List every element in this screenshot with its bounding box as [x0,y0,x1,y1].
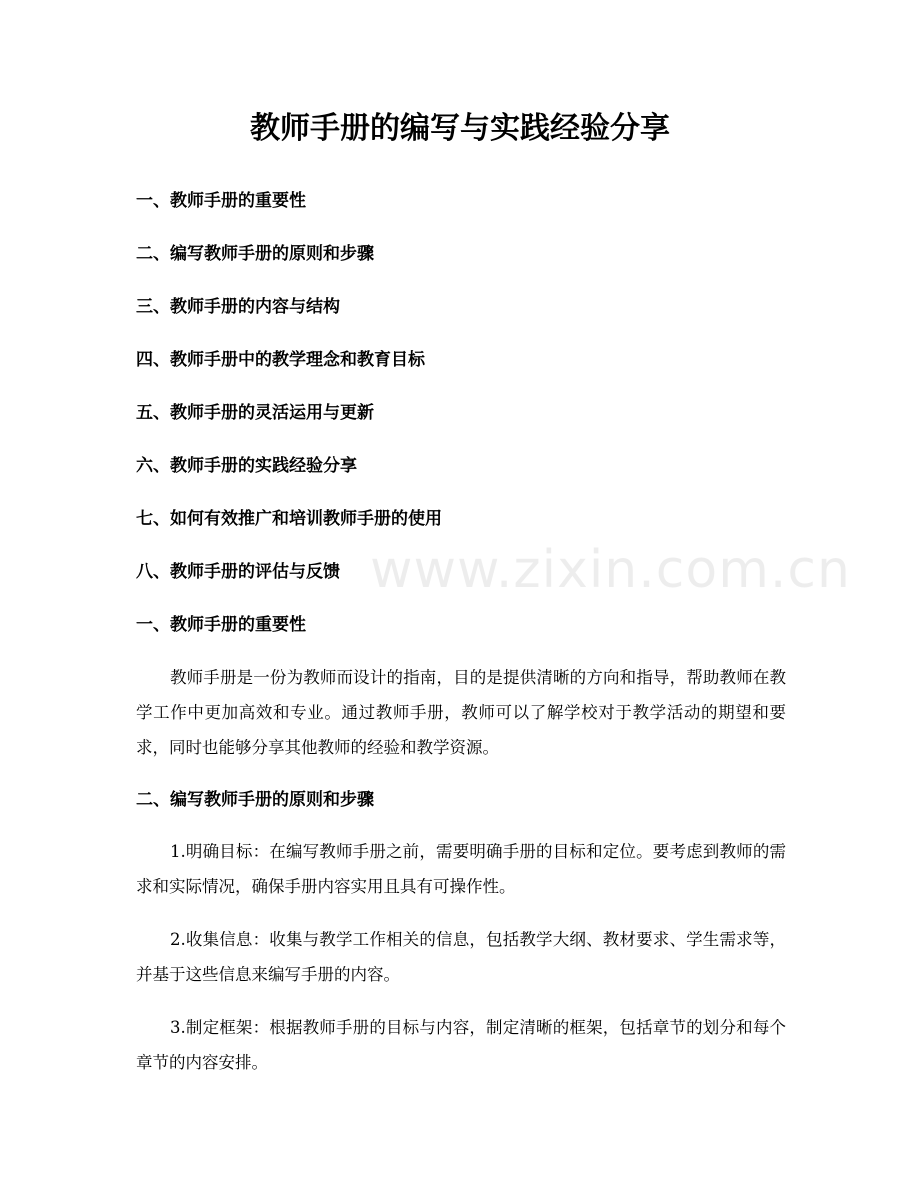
toc-item: 五、教师手册的灵活运用与更新 [136,403,374,423]
section-heading: 一、教师手册的重要性 [136,615,306,635]
toc-item: 一、教师手册的重要性 [136,191,306,211]
toc-item: 七、如何有效推广和培训教师手册的使用 [136,509,442,529]
body-paragraph: 3.制定框架：根据教师手册的目标与内容，制定清晰的框架，包括章节的划分和每个章节的内容安排。 [136,1018,786,1072]
toc-item: 四、教师手册中的教学理念和教育目标 [136,350,425,370]
toc-item: 八、教师手册的评估与反馈 [136,562,340,582]
section-heading: 二、编写教师手册的原则和步骤 [136,790,374,810]
body-paragraph: 1.明确目标：在编写教师手册之前，需要明确手册的目标和定位。要考虑到教师的需求和实际情况，确保手册内容实用且具有可操作性。 [136,842,786,896]
watermark: www.zixin.com.cn [370,540,851,600]
section-importance [136,609,786,765]
document-title: 教师手册的编写与实践经验分享 [250,111,670,146]
toc-item: 二、编写教师手册的原则和步骤 [136,244,374,264]
body-paragraph: 2.收集信息：收集与教学工作相关的信息，包括教学大纲、教材要求、学生需求等，并基于这些信息来编写手册的内容。 [136,930,786,984]
toc-item: 六、教师手册的实践经验分享 [136,456,357,476]
body-paragraph: 教师手册是一份为教师而设计的指南，目的是提供清晰的方向和指导，帮助教师在教学工作中更加高效和专业。通过教师手册，教师可以了解学校对于教学活动的期望和要求，同时也能够分享其他教师的经验和教学资源。 [136,668,786,757]
toc-item: 三、教师手册的内容与结构 [136,297,340,317]
section-principles-steps [136,784,786,1080]
